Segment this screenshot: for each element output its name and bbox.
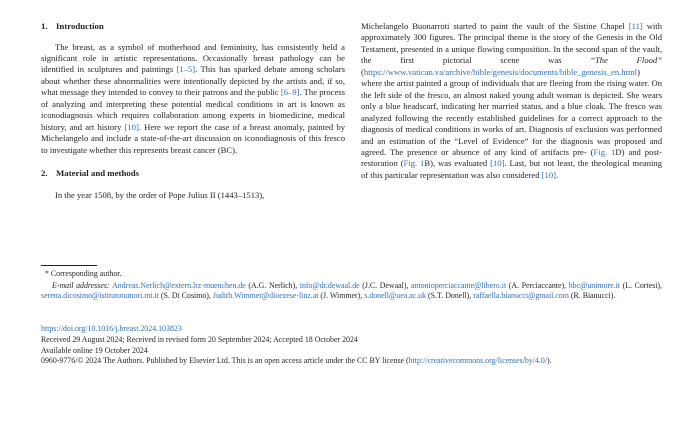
license-statement: [41, 356, 662, 367]
citation-link[interactable]: Judith.Wimmer@dioezese-linz.at: [212, 291, 319, 301]
text-run: (S. Di Cosimo),: [158, 291, 213, 301]
text-run: E-mail addresses:: [52, 281, 113, 290]
text-run: D) and post-restoration (: [361, 146, 662, 169]
citation-link[interactable]: [1–5]: [176, 64, 196, 75]
text-run: 0960-9776/© 2024 The Authors. Published by Elsevier Ltd. This is an open access article under the CC BY license (: [41, 356, 409, 366]
citation-link[interactable]: Fig. 1: [593, 146, 616, 157]
citation-link[interactable]: http://creativecommons.org/licenses/by/4.0/: [408, 356, 548, 366]
text-run: .: [555, 169, 559, 180]
text-run: (A. Perciaccante),: [506, 281, 569, 290]
text-run: (S.T. Donell),: [426, 291, 474, 301]
right-column: [361, 21, 662, 181]
text-run: . This has sparked debate among scholars about whether these abnormalities were intentionally depicted by the artists and, if so, what message they intended to convey to their patrons and the public: [41, 64, 345, 98]
methods-heading: 2. Material and methods: [41, 168, 140, 179]
text-run: (R. Bianucci).: [568, 291, 616, 301]
left-column: [41, 21, 345, 201]
citation-link[interactable]: [10]: [541, 169, 556, 180]
text-run: . Here we report the case of a breast anomaly, painted by Michelangelo and include a state-of-the-art discussion on iconodiagnosis of this fresco to investigate whether this represents breast cancer (BC).: [41, 121, 345, 155]
text-run: “The Flood”: [590, 55, 662, 66]
publication-info: [41, 324, 662, 367]
email-addresses: [41, 281, 662, 302]
text-run: . The process of analyzing and interpreting these potential medical conditions in art is known as iconodiagnosis which requires collaboration among experts in biomedicine, medical history, and art history: [41, 87, 345, 132]
text-run: with approximately 300 figures. The principal theme is the story of the Genesis in the Old Testament, presented in a unique flowing composition. In the second span of the vault, the first pictorial scene was: [361, 21, 662, 66]
citation-link[interactable]: serena.dicosimo@istitutotumori.mi.it: [41, 291, 159, 301]
introduction-paragraph: [41, 42, 345, 157]
citation-link[interactable]: Fig. 1: [403, 158, 425, 169]
citation-link[interactable]: info@dr.dewaal.de: [299, 281, 360, 290]
text-run: (L. Cortesi),: [620, 281, 662, 290]
text-run: B), was evaluated: [424, 158, 491, 169]
available-online: Available online 19 October 2024: [41, 345, 148, 355]
methods-paragraph-continued: [361, 21, 662, 181]
citation-link[interactable]: [11]: [628, 21, 643, 31]
citation-link[interactable]: [10]: [124, 121, 139, 132]
citation-link[interactable]: antonioperciaccante@libero.it: [411, 281, 507, 290]
citation-link[interactable]: [10]: [490, 158, 505, 169]
text-run: (A.G. Nerlich),: [245, 281, 300, 290]
citation-link[interactable]: hbc@unimore.it: [568, 281, 620, 290]
corresponding-author-note: * Corresponding author.: [41, 269, 122, 278]
citation-link[interactable]: raffaella.bianucci@gmail.com: [473, 291, 569, 301]
methods-paragraph: In the year 1508, by the order of Pope Julius II (1443–1513),: [55, 189, 265, 200]
citation-link[interactable]: https://www.vatican.va/archive/bible/genesis/documents/bible_genesis_en.html: [363, 66, 638, 77]
citation-link[interactable]: [6–9]: [280, 87, 300, 98]
text-run: ).: [547, 356, 552, 366]
footnote-rule: [41, 265, 97, 266]
introduction-heading: 1. Introduction: [41, 21, 104, 31]
citation-link[interactable]: Andreas.Nerlich@extern.lrz-muenchen.de: [112, 281, 246, 290]
text-run: Michelangelo Buonarroti started to paint the vault of the Sistine Chapel: [361, 21, 629, 31]
citation-link[interactable]: s.donell@uea.ac.uk: [364, 291, 427, 301]
doi-link[interactable]: https://doi.org/10.1016/j.breast.2024.103823: [41, 324, 182, 333]
text-run: ) where the artist painted a group of individuals that are fleeing from the rising water. On the left side of the fresco, an almost naked young adult woman is depicted. She wears only a blue headscarf, indicating her married status, and a blue cloak. The fresco was analyzed following the recently established guidelines for a correct approach to the diagnosis of medical conditions in works of art. Diagnosis of exclusion was performed and an estimation of the “Level of Evidence” for the diagnosis was proposed and agreed. The presence or absence of any kind of artifacts pre- (: [361, 66, 662, 157]
text-run: (: [361, 66, 364, 77]
text-run: (J. Wimmer),: [318, 291, 365, 301]
text-run: . Last, but not least, the theological meaning of this particular representation was also considered: [361, 158, 663, 180]
text-run: The breast, as a symbol of motherhood and femininity, has consistently held a significant role in artistic representations. Occasionally breast pathology can be identified in sculptures and paintings: [41, 41, 345, 75]
text-run: (J.C. Dewaal),: [359, 281, 412, 290]
received-dates: Received 29 August 2024; Received in revised form 20 September 2024; Accepted 18 October 2024: [41, 334, 358, 344]
